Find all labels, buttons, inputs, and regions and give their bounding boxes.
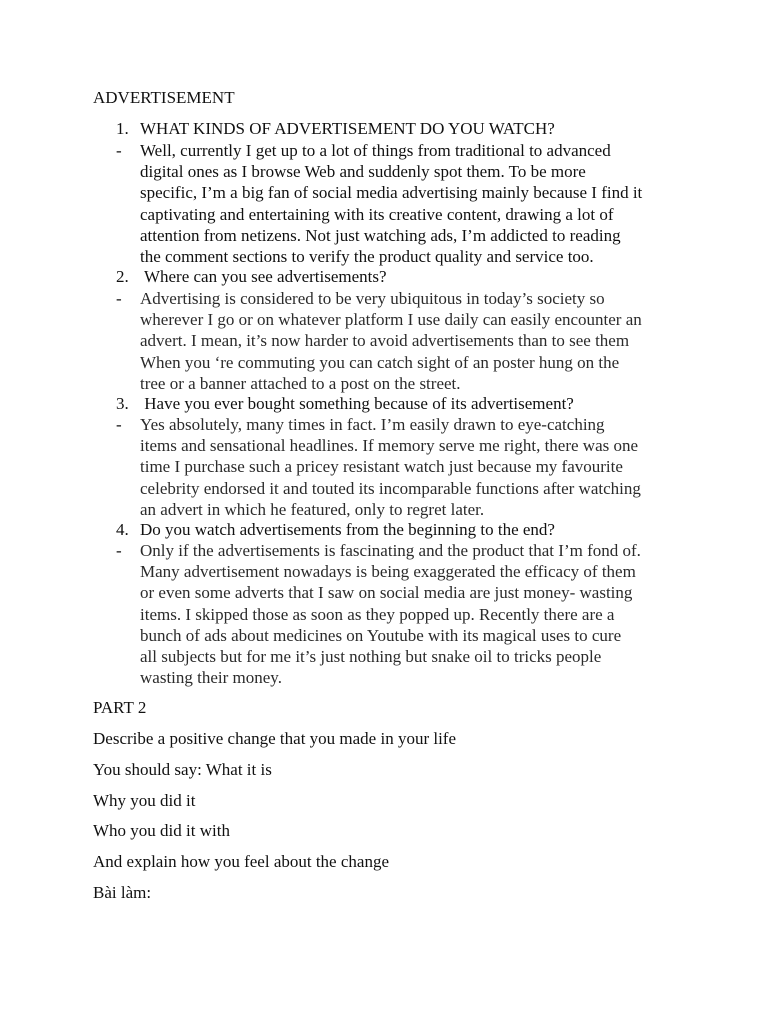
answer-line: wasting their money. [140,668,282,688]
answer-line: the comment sections to verify the product quality and service too. [140,247,594,267]
answer-line: tree or a banner attached to a post on the street. [140,373,461,393]
part2-prompt: Describe a positive change that you made in your life [93,729,457,748]
answer-line: captivating and entertaining with its creative content, drawing a lot of [140,204,614,224]
answer-line: advert. I mean, it’s now harder to avoid advertisements than to see them [140,331,630,351]
answer-line: Only if the advertisements is fascinating and the product that I’m fond of. [140,541,641,560]
question-text: WHAT KINDS OF ADVERTISEMENT DO YOU WATCH? [140,119,555,138]
question-number: 2. [116,267,129,286]
question-number: 4. [116,520,129,539]
answer-line: Advertising is considered to be very ubiquitous in today’s society so [140,289,605,308]
answer-bullet: - [116,289,122,308]
document-title: ADVERTISEMENT [93,88,235,107]
answer-line: items. I skipped those as soon as they popped up. Recently there are a [140,604,615,624]
answer-bullet: - [116,415,122,434]
answer-line: celebrity endorsed it and touted its incomparable functions after watching [140,478,641,498]
answer-bullet: - [116,541,122,560]
question-number: 1. [116,119,129,138]
answer-line: items and sensational headlines. If memory serve me right, there was one [140,436,639,456]
answer-paragraph [140,288,685,394]
question-number: 3. [116,394,129,413]
answer-line: wherever I go or on whatever platform I use daily can easily encounter an [140,310,642,330]
answer-line: an advert in which he featured, only to regret later. [140,499,485,519]
part2-prompt: Who you did it with [93,821,230,840]
part2-title: PART 2 [93,698,147,717]
answer-line: Well, currently I get up to a lot of things from traditional to advanced [140,141,611,160]
answer-line: digital ones as I browse Web and suddenly spot them. To be more [140,162,586,182]
question-text: Where can you see advertisements? [140,267,387,286]
question-text: Do you watch advertisements from the beginning to the end? [140,520,555,539]
answer-line: time I purchase such a pricey resistant watch just because my favourite [140,457,623,477]
answer-line: attention from netizens. Not just watching ads, I’m addicted to reading [140,225,621,245]
answer-line: When you ‘re commuting you can catch sight of an poster hung on the [140,352,620,372]
answer-line: Yes absolutely, many times in fact. I’m easily drawn to eye-catching [140,415,605,434]
answer-line: specific, I’m a big fan of social media advertising mainly because I find it [140,183,643,203]
answer-paragraph [140,540,685,688]
part2-prompt: And explain how you feel about the change [93,852,389,871]
part2-prompt: Why you did it [93,791,196,810]
answer-paragraph [140,140,685,267]
answer-line: bunch of ads about medicines on Youtube with its magical uses to cure [140,625,622,645]
answer-line: all subjects but for me it’s just nothing but snake oil to tricks people [140,647,602,667]
question-text: Have you ever bought something because of its advertisement? [140,394,574,413]
answer-label: Bài làm: [93,883,152,902]
answer-paragraph [140,414,685,520]
answer-bullet: - [116,141,122,160]
answer-line: Many advertisement nowadays is being exaggerated the efficacy of them [140,562,636,582]
part2-prompt: You should say: What it is [93,760,272,779]
answer-line: or even some adverts that I saw on social media are just money- wasting [140,583,633,603]
